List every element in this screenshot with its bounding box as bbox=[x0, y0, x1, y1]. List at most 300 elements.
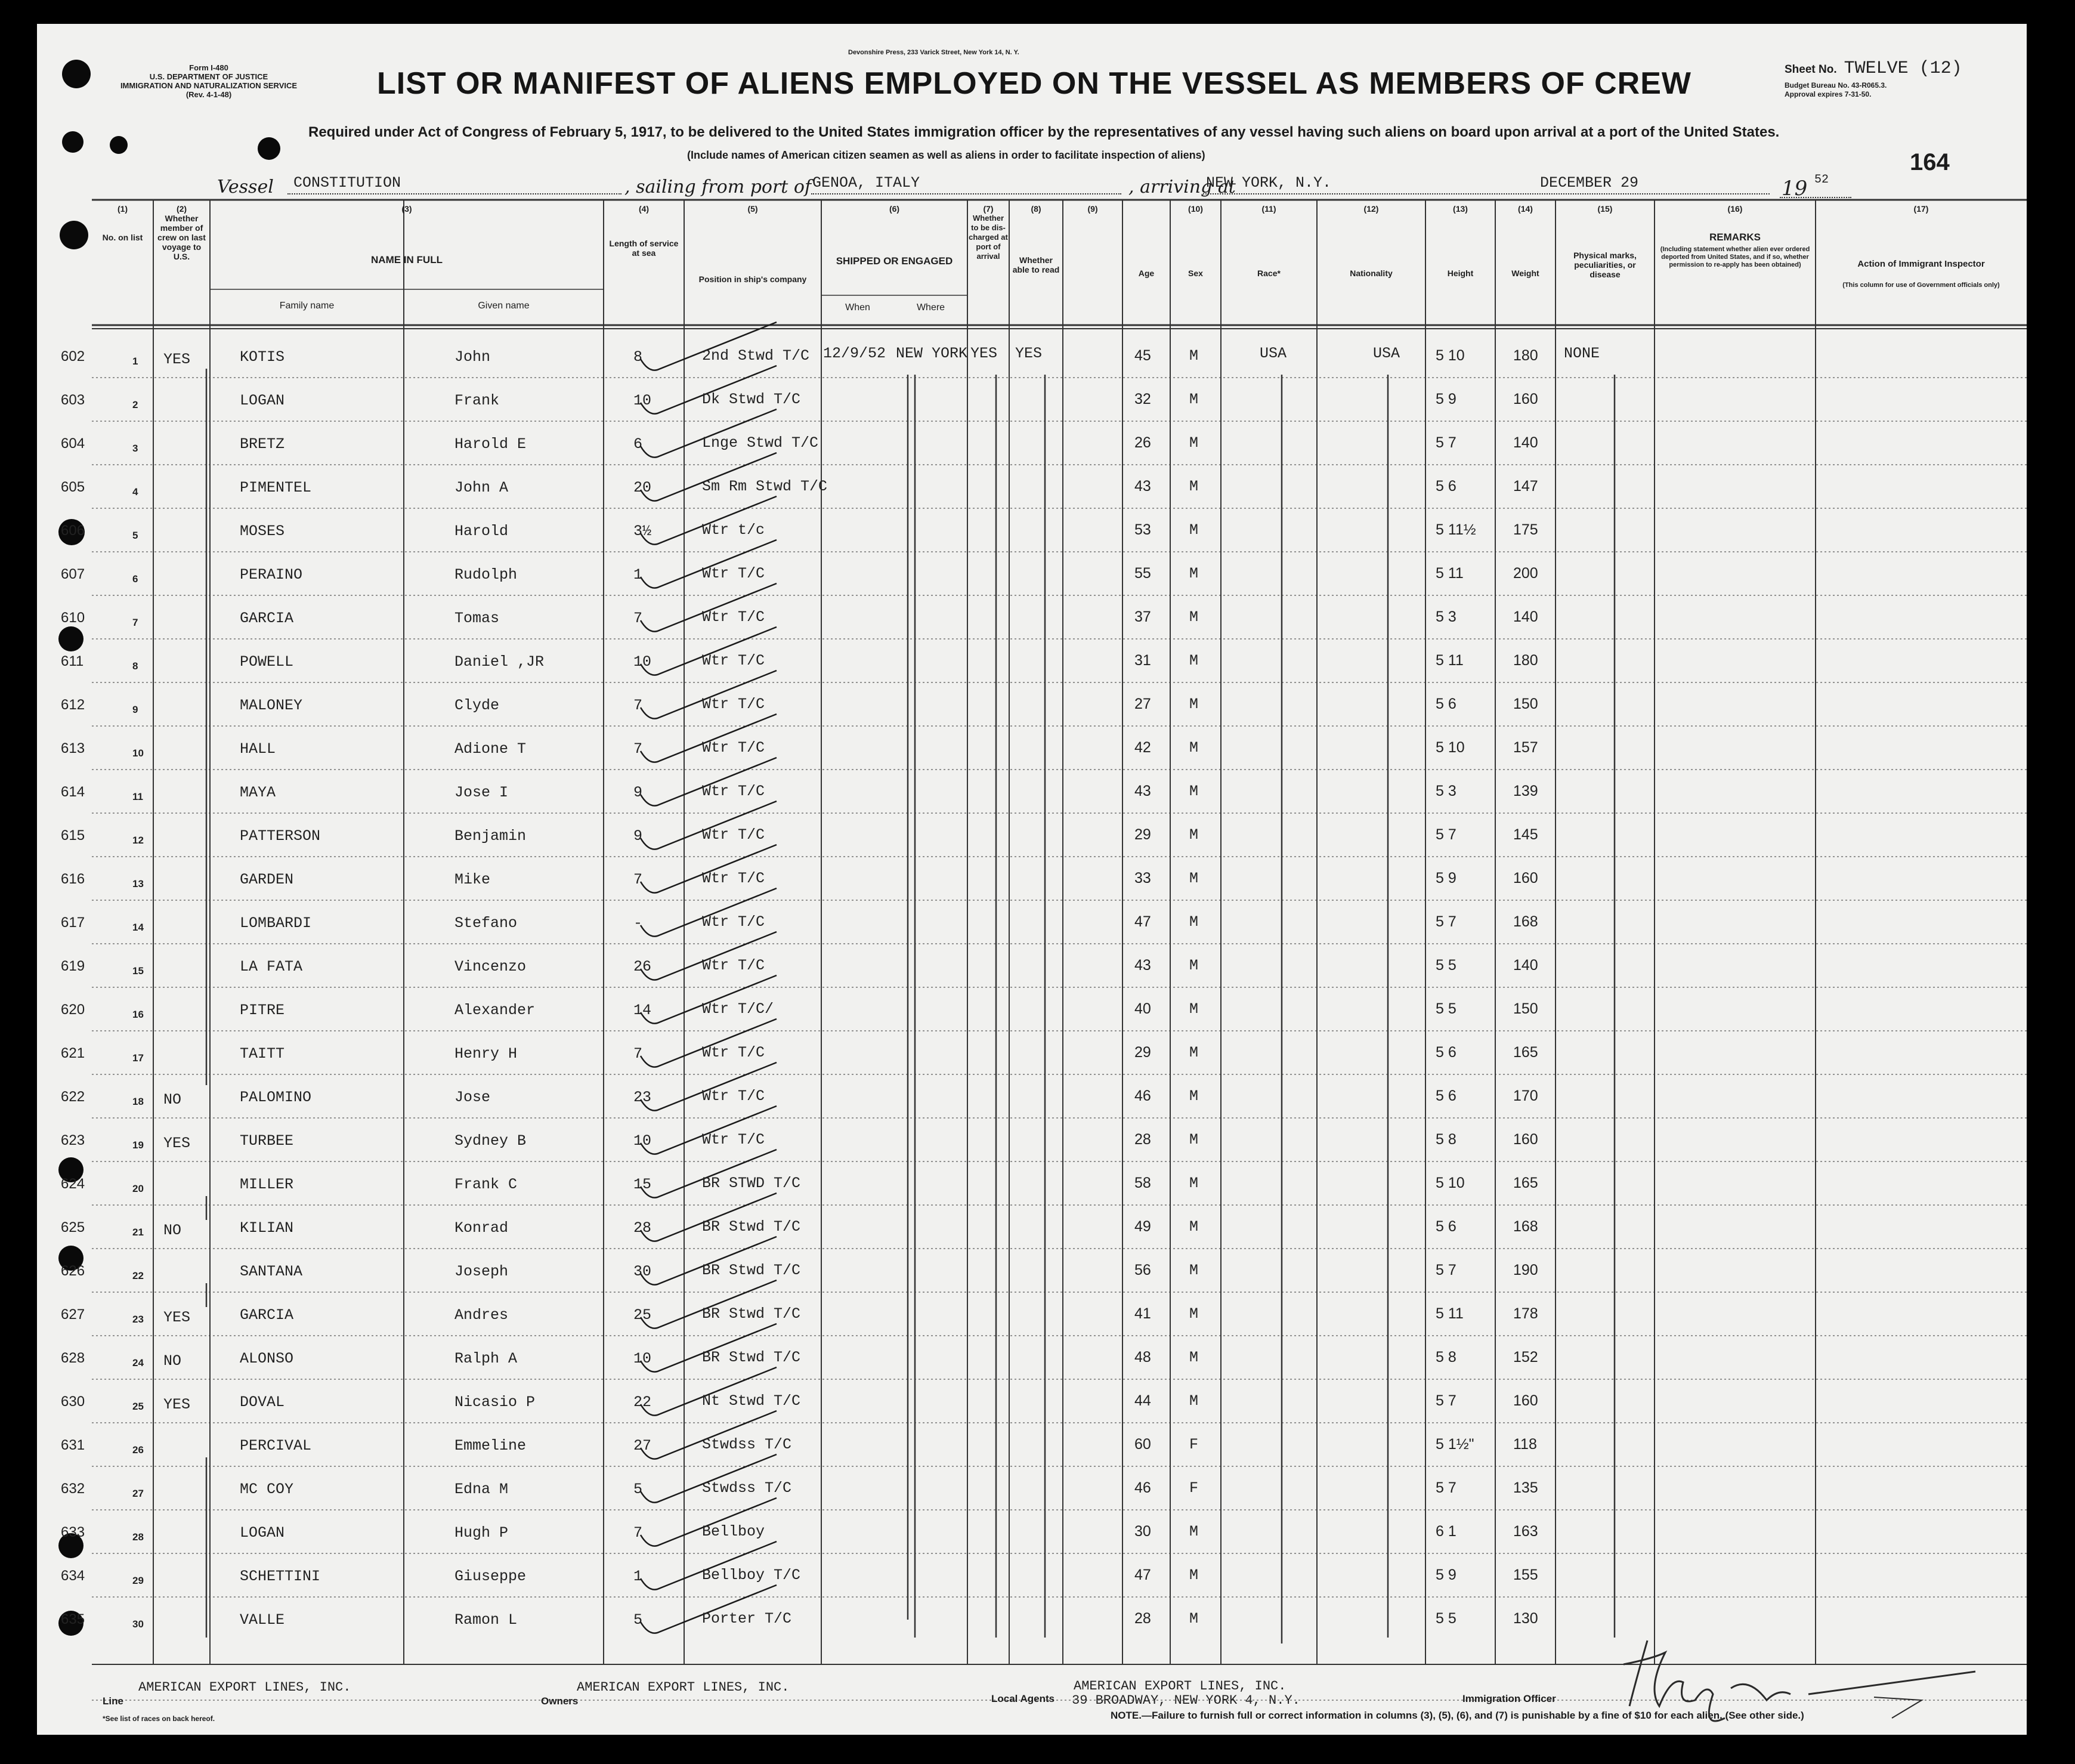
row-sequence-number: 635 bbox=[61, 1611, 85, 1627]
row-sequence-number: 621 bbox=[61, 1045, 85, 1061]
row-last-voyage: YES bbox=[163, 351, 191, 368]
row-family-name: PALOMINO bbox=[240, 1089, 312, 1106]
row-height: 5 9 bbox=[1436, 1567, 1456, 1583]
row-given-name: Alexander bbox=[454, 1002, 536, 1019]
row-last-voyage: YES bbox=[163, 1135, 191, 1152]
row-given-name: Joseph bbox=[454, 1263, 509, 1280]
row-family-name: KOTIS bbox=[240, 348, 285, 366]
row-position: Wtr T/C bbox=[702, 957, 765, 974]
row-position: Wtr T/C bbox=[702, 783, 765, 800]
row-list-number: 25 bbox=[132, 1401, 144, 1412]
row-sex: M bbox=[1189, 1218, 1199, 1235]
row-age: 29 bbox=[1134, 1044, 1151, 1061]
col-discharged: Whether to be dis-charged at port of arrival bbox=[969, 214, 1008, 261]
sheet-label: Sheet No. bbox=[1785, 63, 1837, 76]
include-note: (Include names of American citizen seamen as well as aliens in order to facilitate inspection of aliens) bbox=[687, 149, 1205, 161]
row-age: 29 bbox=[1134, 826, 1151, 843]
row-length-service: 28 bbox=[633, 1219, 652, 1237]
col-height: Height bbox=[1447, 268, 1474, 278]
row-age: 47 bbox=[1134, 913, 1151, 930]
row-position: Wtr T/C bbox=[702, 739, 765, 756]
row-given-name: John A bbox=[454, 479, 509, 496]
row-sequence-number: 624 bbox=[61, 1176, 85, 1192]
row-height: 5 5 bbox=[1436, 957, 1456, 974]
arrival-port: NEW YORK, N.Y. bbox=[1206, 174, 1332, 191]
row-position: Wtr T/C bbox=[702, 696, 765, 713]
row-family-name: MALONEY bbox=[240, 697, 303, 714]
row-length-service: 25 bbox=[633, 1306, 652, 1324]
row-weight: 168 bbox=[1513, 913, 1538, 930]
row-height: 5 8 bbox=[1436, 1131, 1456, 1148]
agents-value: AMERICAN EXPORT LINES, INC. bbox=[1074, 1679, 1287, 1694]
row-given-name: Henry H bbox=[454, 1045, 518, 1062]
col-race: Race* bbox=[1257, 268, 1281, 278]
row-age: 44 bbox=[1134, 1392, 1151, 1409]
row-weight: 175 bbox=[1513, 521, 1538, 538]
column-number: (16) bbox=[1727, 204, 1743, 214]
row-sex: M bbox=[1189, 826, 1199, 844]
row-length-service: 10 bbox=[633, 1350, 652, 1367]
row-age: 42 bbox=[1134, 739, 1151, 756]
row-weight: 200 bbox=[1513, 565, 1538, 582]
row-physical-marks: NONE bbox=[1564, 345, 1600, 362]
row-weight: 135 bbox=[1513, 1479, 1538, 1496]
row-list-number: 1 bbox=[132, 356, 138, 367]
row-length-service: 10 bbox=[633, 1132, 652, 1150]
row-sequence-number: 626 bbox=[61, 1263, 85, 1279]
row-sequence-number: 604 bbox=[61, 435, 85, 452]
line-label: Line bbox=[103, 1695, 123, 1707]
row-age: 56 bbox=[1134, 1262, 1151, 1278]
budget-bureau: Budget Bureau No. 43-R065.3. bbox=[1785, 81, 1887, 89]
row-family-name: PIMENTEL bbox=[240, 479, 312, 496]
row-length-service: 6 bbox=[633, 435, 643, 453]
agents-address: 39 BROADWAY, NEW YORK 4, N.Y. bbox=[1072, 1693, 1300, 1708]
row-given-name: Stefano bbox=[454, 915, 518, 932]
approval-expires: Approval expires 7-31-50. bbox=[1785, 90, 1872, 98]
row-sex: M bbox=[1189, 1610, 1199, 1627]
row-sex: M bbox=[1189, 783, 1199, 800]
row-height: 5 11 bbox=[1436, 652, 1464, 669]
row-sex: M bbox=[1189, 478, 1199, 495]
arrival-date: DECEMBER 29 bbox=[1540, 174, 1639, 191]
col-when: When bbox=[845, 302, 870, 313]
row-nationality: USA bbox=[1373, 345, 1400, 362]
row-list-number: 24 bbox=[132, 1357, 144, 1368]
row-list-number: 27 bbox=[132, 1488, 144, 1499]
page-title: LIST OR MANIFEST OF ALIENS EMPLOYED ON THE VESSEL AS MEMBERS OF CREW bbox=[377, 66, 1691, 101]
row-position: Porter T/C bbox=[702, 1610, 792, 1627]
row-sex: M bbox=[1189, 565, 1199, 582]
row-length-service: 9 bbox=[633, 827, 643, 845]
row-last-voyage: NO bbox=[163, 1352, 182, 1370]
row-age: 28 bbox=[1134, 1131, 1151, 1148]
row-given-name: Giuseppe bbox=[454, 1568, 527, 1585]
row-height: 5 6 bbox=[1436, 696, 1456, 712]
col-action-detail: (This column for use of Government officials only) bbox=[1842, 282, 2000, 289]
row-position: Wtr T/C/ bbox=[702, 1000, 774, 1018]
row-position: Stwdss T/C bbox=[702, 1436, 792, 1453]
row-list-number: 28 bbox=[132, 1531, 144, 1543]
row-weight: 130 bbox=[1513, 1610, 1538, 1627]
row-height: 5 11½ bbox=[1436, 521, 1476, 538]
row-sex: M bbox=[1189, 521, 1199, 539]
row-age: 60 bbox=[1134, 1436, 1151, 1453]
column-number: (8) bbox=[1031, 204, 1041, 214]
row-family-name: PERCIVAL bbox=[240, 1437, 312, 1454]
row-height: 5 7 bbox=[1436, 826, 1456, 843]
col-physical-marks: Physical marks, peculiarities, or disease bbox=[1573, 251, 1637, 279]
row-length-service: 1 bbox=[633, 566, 643, 583]
row-list-number: 4 bbox=[132, 486, 138, 498]
row-age: 55 bbox=[1134, 565, 1151, 582]
row-weight: 163 bbox=[1513, 1523, 1538, 1540]
row-sequence-number: 623 bbox=[61, 1132, 85, 1148]
row-sex: M bbox=[1189, 347, 1199, 364]
row-sequence-number: 611 bbox=[61, 653, 84, 669]
col-action-inspector: Action of Immigrant Inspector bbox=[1857, 259, 1985, 269]
row-age: 47 bbox=[1134, 1567, 1151, 1583]
col-family-name: Family name bbox=[279, 301, 335, 311]
column-number: (12) bbox=[1363, 204, 1379, 214]
row-last-voyage: YES bbox=[163, 1396, 191, 1413]
row-list-number: 18 bbox=[132, 1096, 144, 1107]
row-list-number: 2 bbox=[132, 399, 138, 410]
row-given-name: Ralph A bbox=[454, 1350, 518, 1367]
row-sex: M bbox=[1189, 1305, 1199, 1323]
manifest-grid bbox=[37, 24, 2027, 1735]
row-length-service: 15 bbox=[633, 1176, 652, 1193]
row-given-name: Frank C bbox=[454, 1176, 518, 1193]
row-length-service: 7 bbox=[633, 740, 643, 758]
row-sex: M bbox=[1189, 1131, 1199, 1148]
row-given-name: Ramon L bbox=[454, 1611, 518, 1629]
row-height: 5 7 bbox=[1436, 1392, 1456, 1409]
row-race: USA bbox=[1260, 345, 1287, 362]
row-position: Bellboy T/C bbox=[702, 1567, 801, 1584]
row-list-number: 22 bbox=[132, 1270, 144, 1281]
row-sequence-number: 616 bbox=[61, 871, 85, 887]
row-position: BR STWD T/C bbox=[702, 1175, 801, 1192]
col-where: Where bbox=[916, 302, 945, 313]
row-sequence-number: 615 bbox=[61, 827, 85, 844]
row-height: 5 7 bbox=[1436, 434, 1456, 451]
column-number: (3) bbox=[401, 204, 412, 214]
row-position: Sm Rm Stwd T/C bbox=[702, 478, 828, 495]
row-sequence-number: 617 bbox=[61, 915, 85, 931]
row-length-service: 8 bbox=[633, 348, 643, 366]
col-nationality: Nationality bbox=[1350, 268, 1393, 278]
row-sex: F bbox=[1189, 1479, 1199, 1497]
row-sequence-number: 630 bbox=[61, 1394, 85, 1410]
row-age: 33 bbox=[1134, 870, 1151, 886]
port-of-departure: GENOA, ITALY bbox=[812, 174, 920, 191]
row-position: Wtr T/C bbox=[702, 1044, 765, 1061]
row-height: 5 9 bbox=[1436, 870, 1456, 886]
row-age: 43 bbox=[1134, 478, 1151, 495]
row-weight: 178 bbox=[1513, 1305, 1538, 1322]
row-family-name: KILIAN bbox=[240, 1219, 294, 1237]
row-position: BR Stwd T/C bbox=[702, 1349, 801, 1366]
row-weight: 152 bbox=[1513, 1349, 1538, 1366]
row-weight: 160 bbox=[1513, 1131, 1538, 1148]
row-list-number: 19 bbox=[132, 1139, 144, 1151]
row-height: 5 11 bbox=[1436, 565, 1464, 582]
row-sex: M bbox=[1189, 1349, 1199, 1366]
row-length-service: 5 bbox=[633, 1611, 643, 1629]
row-age: 46 bbox=[1134, 1088, 1151, 1104]
row-family-name: LOMBARDI bbox=[240, 915, 312, 932]
row-age: 53 bbox=[1134, 521, 1151, 538]
row-weight: 139 bbox=[1513, 783, 1538, 799]
row-length-service: 9 bbox=[633, 784, 643, 801]
row-list-number: 14 bbox=[132, 922, 144, 933]
row-last-voyage: NO bbox=[163, 1091, 182, 1108]
row-shipped-where: NEW YORK bbox=[896, 345, 968, 362]
line-value: AMERICAN EXPORT LINES, INC. bbox=[138, 1680, 351, 1695]
row-sex: M bbox=[1189, 434, 1199, 452]
row-sex: M bbox=[1189, 1000, 1199, 1018]
row-list-number: 12 bbox=[132, 835, 144, 846]
row-list-number: 17 bbox=[132, 1052, 144, 1064]
row-length-service: 1 bbox=[633, 1568, 643, 1585]
vessel-name: CONSTITUTION bbox=[293, 174, 401, 191]
row-weight: 168 bbox=[1513, 1218, 1538, 1235]
row-family-name: MAYA bbox=[240, 784, 276, 801]
row-length-service: 10 bbox=[633, 653, 652, 671]
row-length-service: 5 bbox=[633, 1481, 643, 1498]
year-suffix: 52 bbox=[1814, 173, 1829, 187]
row-list-number: 26 bbox=[132, 1444, 144, 1456]
row-weight: 140 bbox=[1513, 957, 1538, 974]
col-remarks-detail: (Including statement whether alien ever ordered deported from United States, and if so, whether permission to re-apply has been obtained) bbox=[1660, 246, 1810, 268]
row-family-name: TAITT bbox=[240, 1045, 285, 1062]
row-family-name: ALONSO bbox=[240, 1350, 294, 1367]
row-sex: M bbox=[1189, 739, 1199, 756]
row-family-name: LOGAN bbox=[240, 1524, 285, 1541]
row-position: Wtr T/C bbox=[702, 565, 765, 582]
row-weight: 140 bbox=[1513, 434, 1538, 451]
col-sex: Sex bbox=[1188, 268, 1203, 278]
row-weight: 160 bbox=[1513, 870, 1538, 886]
row-age: 43 bbox=[1134, 957, 1151, 974]
row-given-name: Jose bbox=[454, 1089, 491, 1106]
row-given-name: Tomas bbox=[454, 610, 500, 627]
col-weight: Weight bbox=[1511, 268, 1539, 278]
row-sequence-number: 603 bbox=[61, 392, 85, 408]
row-sex: M bbox=[1189, 391, 1199, 408]
row-sequence-number: 606 bbox=[61, 523, 85, 539]
sheet-value: TWELVE (12) bbox=[1844, 58, 1962, 79]
row-height: 5 7 bbox=[1436, 1479, 1456, 1496]
col-no-on-list: No. on list bbox=[102, 233, 143, 242]
row-given-name: Hugh P bbox=[454, 1524, 509, 1541]
row-sex: M bbox=[1189, 913, 1199, 931]
column-number: (9) bbox=[1087, 204, 1098, 214]
row-sequence-number: 602 bbox=[61, 348, 85, 364]
row-age: 46 bbox=[1134, 1479, 1151, 1496]
row-list-number: 5 bbox=[132, 530, 138, 541]
row-given-name: Nicasio P bbox=[454, 1394, 536, 1411]
row-age: 26 bbox=[1134, 434, 1151, 451]
row-length-service: 7 bbox=[633, 610, 643, 627]
column-number: (6) bbox=[889, 204, 900, 214]
row-height: 5 6 bbox=[1436, 1044, 1456, 1061]
row-sequence-number: 613 bbox=[61, 740, 85, 756]
row-position: Wtr T/C bbox=[702, 913, 765, 931]
row-height: 5 10 bbox=[1436, 1175, 1465, 1191]
row-weight: 170 bbox=[1513, 1088, 1538, 1104]
row-list-number: 6 bbox=[132, 573, 138, 585]
row-list-number: 20 bbox=[132, 1183, 144, 1194]
row-age: 48 bbox=[1134, 1349, 1151, 1366]
row-age: 49 bbox=[1134, 1218, 1151, 1235]
row-family-name: DOVAL bbox=[240, 1394, 285, 1411]
row-family-name: MC COY bbox=[240, 1481, 294, 1498]
row-position: BR Stwd T/C bbox=[702, 1262, 801, 1279]
row-length-service: 10 bbox=[633, 392, 652, 409]
row-list-number: 23 bbox=[132, 1314, 144, 1325]
row-position: Wtr T/C bbox=[702, 608, 765, 626]
row-given-name: Harold E bbox=[454, 435, 527, 453]
row-length-service: 22 bbox=[633, 1394, 652, 1411]
row-position: Dk Stwd T/C bbox=[702, 391, 801, 408]
row-list-number: 10 bbox=[132, 747, 144, 759]
row-list-number: 30 bbox=[132, 1618, 144, 1630]
row-height: 5 6 bbox=[1436, 1218, 1456, 1235]
year-prefix: 19 bbox=[1782, 177, 1808, 200]
vessel-label: Vessel bbox=[217, 177, 274, 197]
required-under-act: Required under Act of Congress of February 5, 1917, to be delivered to the United States immigration officer by the representatives of any vessel having such aliens on board upon arrival at a port of the United States. bbox=[308, 124, 1780, 140]
row-sex: M bbox=[1189, 1262, 1199, 1279]
col-length-service: Length of service at sea bbox=[609, 239, 679, 258]
row-weight: 118 bbox=[1513, 1436, 1537, 1453]
row-position: Lnge Stwd T/C bbox=[702, 434, 819, 452]
row-last-voyage: NO bbox=[163, 1222, 182, 1239]
row-height: 5 6 bbox=[1436, 1088, 1456, 1104]
row-given-name: Emmeline bbox=[454, 1437, 527, 1454]
row-weight: 165 bbox=[1513, 1044, 1538, 1061]
column-number: (11) bbox=[1261, 204, 1276, 214]
column-number: (5) bbox=[747, 204, 758, 214]
row-weight: 160 bbox=[1513, 391, 1538, 407]
row-sequence-number: 625 bbox=[61, 1219, 85, 1235]
row-family-name: PERAINO bbox=[240, 566, 303, 583]
row-height: 5 1½" bbox=[1436, 1436, 1474, 1453]
row-weight: 150 bbox=[1513, 696, 1538, 712]
row-sex: M bbox=[1189, 1088, 1199, 1105]
row-sex: F bbox=[1189, 1436, 1199, 1453]
row-weight: 180 bbox=[1513, 347, 1538, 364]
col-given-name: Given name bbox=[478, 301, 530, 311]
row-weight: 180 bbox=[1513, 652, 1538, 669]
row-sequence-number: 607 bbox=[61, 566, 85, 582]
row-position: Wtr T/C bbox=[702, 870, 765, 887]
row-length-service: 7 bbox=[633, 697, 643, 714]
column-number: (10) bbox=[1188, 204, 1203, 214]
row-height: 5 10 bbox=[1436, 347, 1465, 364]
row-sequence-number: 631 bbox=[61, 1437, 85, 1453]
col-name-in-full: NAME IN FULL bbox=[371, 254, 443, 265]
row-age: 40 bbox=[1134, 1000, 1151, 1017]
row-age: 41 bbox=[1134, 1305, 1151, 1322]
row-sequence-number: 620 bbox=[61, 1002, 85, 1018]
row-height: 5 11 bbox=[1436, 1305, 1464, 1322]
col-remarks: REMARKS bbox=[1709, 231, 1761, 243]
row-list-number: 8 bbox=[132, 660, 138, 672]
row-position: Wtr T/C bbox=[702, 1131, 765, 1148]
immigration-officer-label: Immigration Officer bbox=[1462, 1693, 1556, 1704]
row-family-name: HALL bbox=[240, 740, 276, 758]
sailing-from-label: , sailing from port of bbox=[624, 177, 812, 197]
row-sex: M bbox=[1189, 696, 1199, 713]
row-sex: M bbox=[1189, 1523, 1199, 1540]
row-position: BR Stwd T/C bbox=[702, 1218, 801, 1235]
row-length-service: 14 bbox=[633, 1002, 652, 1019]
owners-value: AMERICAN EXPORT LINES, INC. bbox=[577, 1680, 790, 1695]
page-number: 164 bbox=[1910, 149, 1950, 175]
row-family-name: GARCIA bbox=[240, 1306, 294, 1324]
row-age: 30 bbox=[1134, 1523, 1151, 1540]
row-sequence-number: 627 bbox=[61, 1306, 85, 1323]
row-age: 43 bbox=[1134, 783, 1151, 799]
row-weight: 157 bbox=[1513, 739, 1538, 756]
row-family-name: GARDEN bbox=[240, 871, 294, 888]
row-family-name: BRETZ bbox=[240, 435, 285, 453]
row-weight: 190 bbox=[1513, 1262, 1538, 1278]
row-position: 2nd Stwd T/C bbox=[702, 347, 810, 364]
row-position: BR Stwd T/C bbox=[702, 1305, 801, 1323]
row-weight: 160 bbox=[1513, 1392, 1538, 1409]
row-age: 37 bbox=[1134, 608, 1151, 625]
row-given-name: Jose I bbox=[454, 784, 509, 801]
row-length-service: 3½ bbox=[633, 523, 652, 540]
row-height: 5 6 bbox=[1436, 478, 1456, 495]
row-weight: 165 bbox=[1513, 1175, 1538, 1191]
row-list-number: 16 bbox=[132, 1009, 144, 1020]
row-length-service: 26 bbox=[633, 958, 652, 975]
row-sex: M bbox=[1189, 957, 1199, 974]
row-family-name: MOSES bbox=[240, 523, 285, 540]
row-position: Bellboy bbox=[702, 1523, 765, 1540]
row-sex: M bbox=[1189, 1392, 1199, 1410]
row-position: Wtr T/C bbox=[702, 826, 765, 844]
row-family-name: SCHETTINI bbox=[240, 1568, 321, 1585]
officer-signature bbox=[1612, 1629, 1981, 1735]
row-length-service: 23 bbox=[633, 1089, 652, 1106]
row-given-name: Konrad bbox=[454, 1219, 509, 1237]
row-age: 31 bbox=[1134, 652, 1151, 669]
row-given-name: Mike bbox=[454, 871, 491, 888]
row-height: 5 5 bbox=[1436, 1610, 1456, 1627]
row-length-service: 7 bbox=[633, 1524, 643, 1541]
row-family-name: LOGAN bbox=[240, 392, 285, 409]
row-height: 5 7 bbox=[1436, 1262, 1456, 1278]
row-list-number: 21 bbox=[132, 1227, 144, 1238]
row-list-number: 9 bbox=[132, 704, 138, 715]
row-given-name: Andres bbox=[454, 1306, 509, 1324]
row-weight: 147 bbox=[1513, 478, 1538, 495]
row-height: 5 7 bbox=[1436, 913, 1456, 930]
row-able-read: YES bbox=[1015, 345, 1043, 362]
row-given-name: Adione T bbox=[454, 740, 527, 758]
row-sex: M bbox=[1189, 1044, 1199, 1061]
row-given-name: Benjamin bbox=[454, 827, 527, 845]
row-length-service: 7 bbox=[633, 1045, 643, 1062]
row-given-name: Sydney B bbox=[454, 1132, 527, 1150]
row-discharged: YES bbox=[970, 345, 998, 362]
row-family-name: SANTANA bbox=[240, 1263, 303, 1280]
